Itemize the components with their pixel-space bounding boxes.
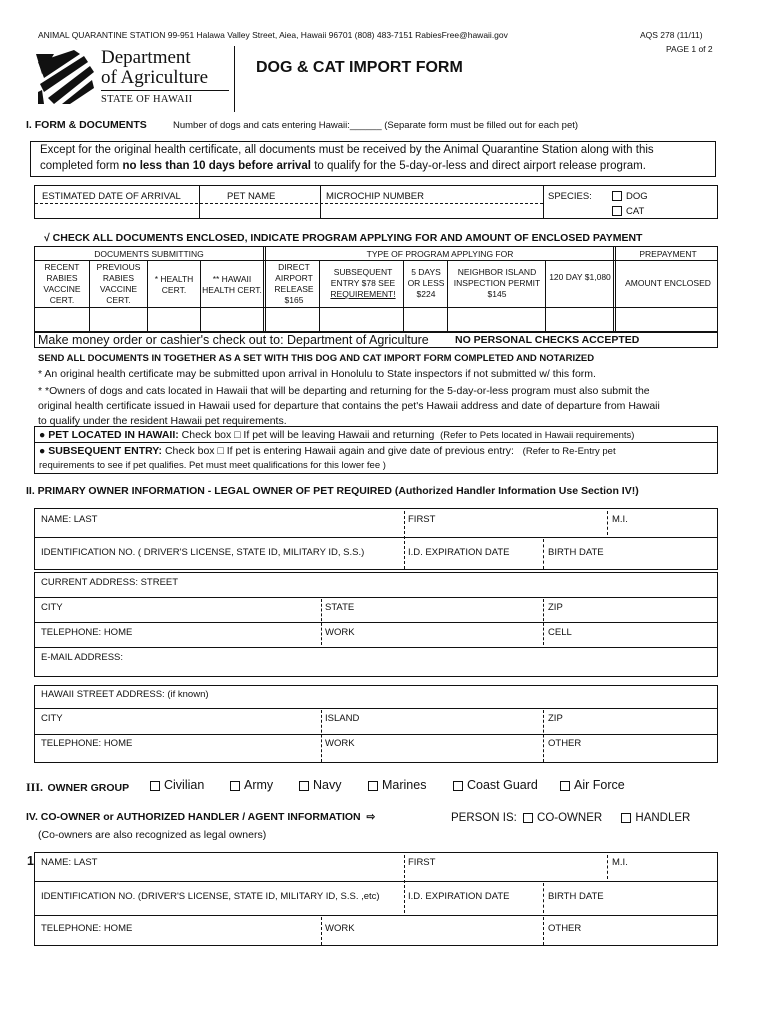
hawaii-address-table: HAWAII STREET ADDRESS: (if known) CITY ISLAND ZIP TELEPHONE: HOME WORK OTHER xyxy=(34,685,718,763)
form-number: AQS 278 (11/11) xyxy=(640,30,703,40)
notice-box: Except for the original health certificate, all documents must be received by the Animal Quarantine Station along with this completed form no less than 10 days before arrival to qualify for the 5-day-or-less and direct airport release program. xyxy=(30,141,716,177)
group-navy: Navy xyxy=(299,778,341,792)
pet-count-line: Number of dogs and cats entering Hawaii:______ (Separate form must be filled out for each pet) xyxy=(173,120,579,131)
co-owner-number: 1 xyxy=(27,854,34,868)
pet-located-hawaii: ● PET LOCATED IN HAWAII: Check box □ If pet will be leaving Hawaii and returning (Refer to Pets located in Hawaii requirements) xyxy=(39,429,635,441)
col-hawaii-health-cert: ** HAWAII HEALTH CERT. xyxy=(202,274,262,295)
hawaii-agriculture-logo xyxy=(34,48,96,106)
department-name: Department of Agriculture xyxy=(101,47,209,88)
col-health-cert: * HEALTH CERT. xyxy=(154,274,194,295)
col-120-day: 120 DAY $1,080 xyxy=(549,272,611,282)
owner-group: III. OWNER GROUP xyxy=(26,780,130,794)
group-air-force: Air Force xyxy=(560,778,625,792)
note-hawaii-owners: * *Owners of dogs and cats located in Hawaii that will be departing and returning for the 5-day-or-less program must also submit the original health certificate issued in Hawaii used for departure that contains the pet's Hawaii address and date of departure from Hawaii to qualify under the resident Hawaii pet requirements. xyxy=(38,385,660,427)
col-neighbor-island: NEIGHBOR ISLAND INSPECTION PERMIT $145 xyxy=(453,267,541,299)
owner-name-table: NAME: LAST FIRST M.I. IDENTIFICATION NO. ( DRIVER'S LICENSE, STATE ID, MILITARY ID, S.S.) I.D. EXPIRATION DATE BIRTH DATE xyxy=(34,508,718,570)
group-marines: Marines xyxy=(368,778,426,792)
send-all-documents: SEND ALL DOCUMENTS IN TOGETHER AS A SET WITH THIS DOG AND CAT IMPORT FORM COMPLETED AND NOTARIZED xyxy=(38,353,595,364)
species-dog-checkbox: DOG xyxy=(612,191,648,202)
group-civilian: Civilian xyxy=(150,778,204,792)
station-address: ANIMAL QUARANTINE STATION 99-951 Halawa Valley Street, Aiea, Hawaii 96701 (808) 483-7151 RabiesFree@hawaii.gov xyxy=(38,30,508,40)
col-5-days: 5 DAYS OR LESS $224 xyxy=(407,267,445,299)
species-cat-checkbox: CAT xyxy=(612,206,644,217)
microchip-label: MICROCHIP NUMBER xyxy=(326,191,424,202)
page-number: PAGE 1 of 2 xyxy=(666,44,713,54)
subsequent-entry: ● SUBSEQUENT ENTRY: Check box □ If pet is entering Hawaii again and give date of previous entry: (Refer to Re-Entry pet xyxy=(39,445,616,457)
payment-line: Make money order or cashier's check out to: Department of Agriculture NO PERSONAL CHECKS ACCEPTED xyxy=(34,332,718,348)
section-1-heading: I. FORM & DOCUMENTS xyxy=(26,119,147,131)
arrival-date-label: ESTIMATED DATE OF ARRIVAL xyxy=(42,191,181,202)
co-owner-table: NAME: LAST FIRST M.I. IDENTIFICATION NO. (DRIVER'S LICENSE, STATE ID, MILITARY ID, S.S. ,etc) I.D. EXPIRATION DATE BIRTH DATE TELEPHONE: HOME WORK OTHER xyxy=(34,852,718,946)
group-army: Army xyxy=(230,778,273,792)
pet-name-label: PET NAME xyxy=(227,191,276,202)
col-subsequent-entry: SUBSEQUENT ENTRY $78 SEE REQUIREMENT! xyxy=(330,267,396,299)
owner-address-table: CURRENT ADDRESS: STREET CITY STATE ZIP TELEPHONE: HOME WORK CELL E-MAIL ADDRESS: xyxy=(34,572,718,677)
program-type-header: TYPE OF PROGRAM APPLYING FOR xyxy=(366,249,514,259)
col-direct-release: DIRECT AIRPORT RELEASE $165 xyxy=(274,262,314,305)
person-is: PERSON IS: CO-OWNER HANDLER xyxy=(451,812,691,824)
col-recent-rabies: RECENT RABIES VACCINE CERT. xyxy=(43,262,81,305)
arrow-right-icon: ⇨ xyxy=(366,811,376,823)
note-health-cert: * An original health certificate may be submitted upon arrival in Honolulu to State inspectors if not submitted w/ this form. xyxy=(38,368,596,380)
state-of-hawaii: STATE OF HAWAII xyxy=(101,94,193,105)
col-previous-rabies: PREVIOUS RABIES VACCINE CERT. xyxy=(96,262,141,305)
section-4-heading: IV. CO-OWNER or AUTHORIZED HANDLER / AGENT INFORMATION ⇨ xyxy=(26,811,376,823)
col-amount-enclosed: AMOUNT ENCLOSED xyxy=(625,278,711,288)
section-2-heading: II. PRIMARY OWNER INFORMATION - LEGAL OWNER OF PET REQUIRED (Authorized Handler Information Use Section IV!) xyxy=(26,485,639,497)
documents-submitting-header: DOCUMENTS SUBMITTING xyxy=(94,249,204,259)
species-label: SPECIES: xyxy=(548,191,592,202)
group-coast-guard: Coast Guard xyxy=(453,778,538,792)
pet-info-table xyxy=(34,185,718,219)
prepayment-header: PREPAYMENT xyxy=(639,249,697,259)
form-title: DOG & CAT IMPORT FORM xyxy=(256,59,463,76)
pet-status-box: ● PET LOCATED IN HAWAII: Check box □ If pet will be leaving Hawaii and returning (Refer to Pets located in Hawaii requirements) ● SUBSEQUENT ENTRY: Check box □ If pet is entering Hawaii again and give date of previous entry: (Refer to Re-Entry pet requirements to see if pet qualifies. Pet must meet qualifications for this lower fee ) xyxy=(34,426,718,474)
co-owner-note: (Co-owners are also recognized as legal owners) xyxy=(38,829,267,841)
documents-table xyxy=(34,246,718,332)
check-documents-heading: √ CHECK ALL DOCUMENTS ENCLOSED, INDICATE PROGRAM APPLYING FOR AND AMOUNT OF ENCLOSED PAYMENT xyxy=(44,232,643,244)
